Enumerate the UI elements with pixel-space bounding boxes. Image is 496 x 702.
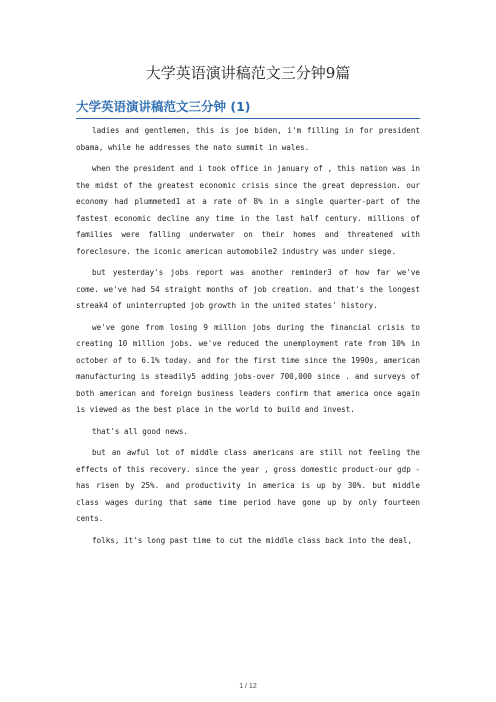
paragraph: we've gone from losing 9 million jobs during the financial crisis to creating 10 million jobs. we've reduced the unemployment rate from 10% in october of to 6.1% today. and for the first time since the 1990s, american manufacturing is steadily5 adding jobs-over 700,000 since . and surveys of both american and foreign business leaders confirm that america once again is viewed as the best place in the world to build and invest.: [76, 322, 420, 414]
page-indicator: 1 / 12: [239, 683, 257, 690]
section-heading: 大学英语演讲稿范文三分钟 (1): [76, 97, 420, 119]
paragraph: but an awful lot of middle class americans are still not feeling the effects of this recovery. since the year , gross domestic product-our gdp - has risen by 25%. and productivity in america is up by 30%. but middle class wages during that same time period have gone up by only fourteen cents.: [76, 448, 420, 523]
paragraph: folks, it's long past time to cut the middle class back into the deal,: [92, 535, 413, 545]
document-title: 大学英语演讲稿范文三分钟9篇: [145, 64, 351, 82]
paragraph: but yesterday's jobs report was another reminder3 of how far we've come. we've had 54 straight months of job creation. and that's the longest streak4 of uninterrupted job growth in the united states' history.: [76, 268, 420, 310]
paragraph: that's all good news.: [92, 426, 189, 436]
document-body: [76, 123, 420, 554]
paragraph: when the president and i took office in january of , this nation was in the midst of the greatest economic crisis since the great depression. our economy had plummeted1 at a rate of 8% in a single quarter-part of the fastest economic decline any time in the last half century. millions of families were falling underwater on their homes and threatened with foreclosure. the iconic american automobile2 industry was under siege.: [76, 164, 420, 256]
paragraph: ladies and gentlemen, this is joe biden, i'm filling in for president obama, while he addresses the nato summit in wales.: [76, 126, 420, 152]
